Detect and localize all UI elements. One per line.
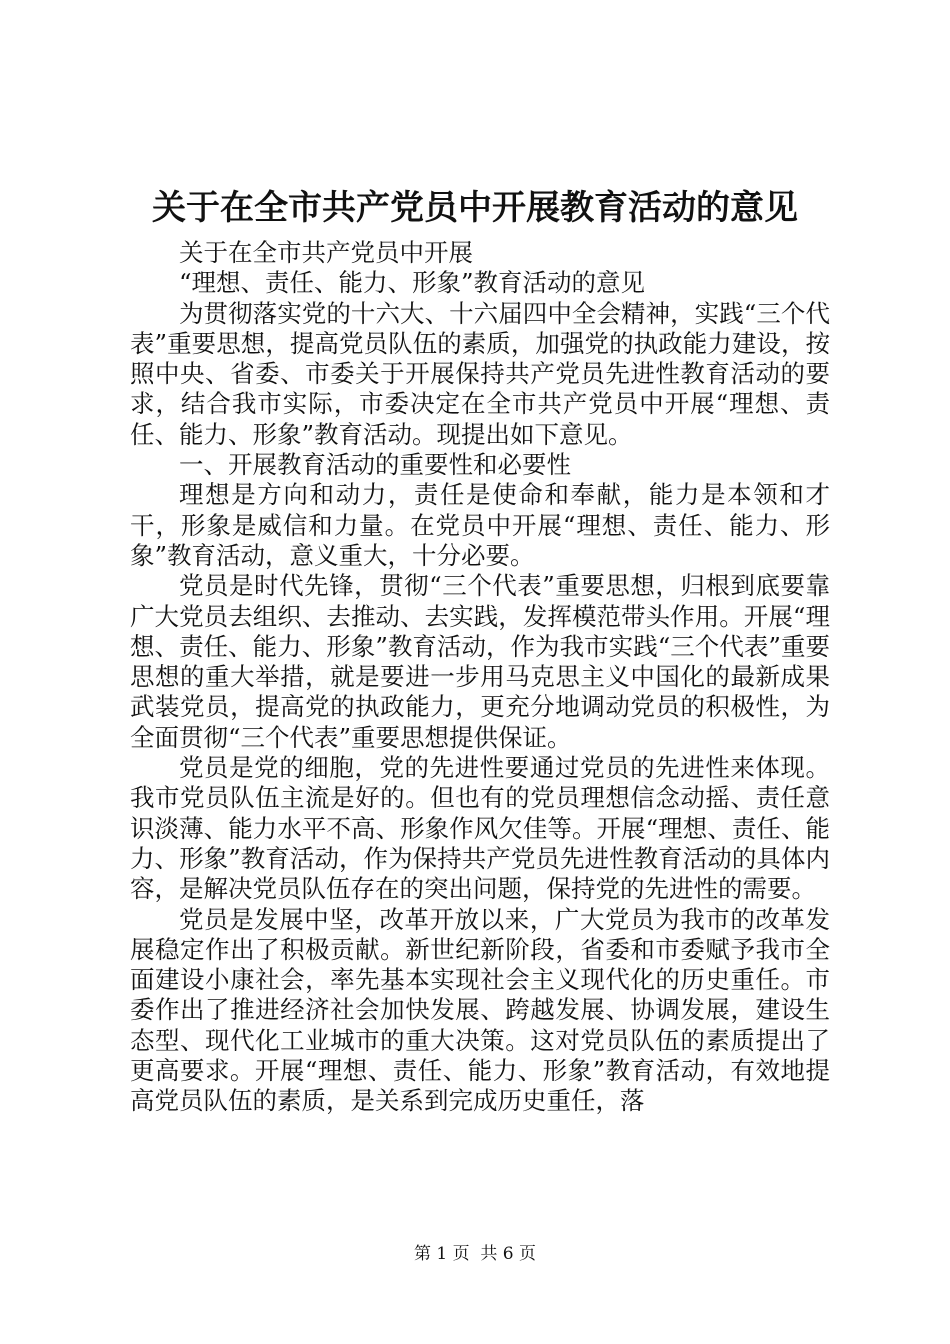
document-body — [130, 238, 830, 1117]
body-paragraph: 党员是党的细胞，党的先进性要通过党员的先进性来体现。我市党员队伍主流是好的。但也有的党员理想信念动摇、责任意识淡薄、能力水平不高、形象作风欠佳等。开展“理想、责任、能力、形象”教育活动，作为保持共产党员先进性教育活动的具体内容，是解决党员队伍存在的突出问题，保持党的先进性的需要。 — [130, 753, 830, 904]
subtitle-line-1: 关于在全市共产党员中开展 — [179, 238, 473, 267]
intro-paragraph: 为贯彻落实党的十六大、十六届四中全会精神，实践“三个代表”重要思想，提高党员队伍的素质，加强党的执政能力建设，按照中央、省委、市委关于开展保持共产党员先进性教育活动的要求，结合我市实际，市委决定在全市共产党员中开展“理想、责任、能力、形象”教育活动。现提出如下意见。 — [130, 298, 830, 449]
body-paragraph: 党员是发展中坚，改革开放以来，广大党员为我市的改革发展稳定作出了积极贡献。新世纪新阶段，省委和市委赋予我市全面建设小康社会，率先基本实现社会主义现代化的历史重任。市委作出了推进经济社会加快发展、跨越发展、协调发展，建设生态型、现代化工业城市的重大决策。这对党员队伍的素质提出了更高要求。开展“理想、责任、能力、形象”教育活动，有效地提高党员队伍的素质，是关系到完成历史重任，落 — [130, 904, 830, 1116]
section-heading: 一、开展教育活动的重要性和必要性 — [179, 450, 571, 480]
subtitle-line-2: “理想、责任、能力、形象”教育活动的意见 — [179, 268, 646, 298]
body-paragraph: 理想是方向和动力，责任是使命和奉献，能力是本领和才干，形象是威信和力量。在党员中开展“理想、责任、能力、形象”教育活动，意义重大，十分必要。 — [130, 480, 830, 570]
page-number-footer: 第 1 页 共 6 页 — [413, 1244, 537, 1264]
document-title: 关于在全市共产党员中开展教育活动的意见 — [152, 188, 798, 228]
body-paragraph: 党员是时代先锋，贯彻“三个代表”重要思想，归根到底要靠广大党员去组织、去推动、去实践，发挥模范带头作用。开展“理想、责任、能力、形象”教育活动，作为我市实践“三个代表”重要思想的重大举措，就是要进一步用马克思主义中国化的最新成果武装党员，提高党的执政能力，更充分地调动党员的积极性，为全面贯彻“三个代表”重要思想提供保证。 — [130, 571, 830, 752]
